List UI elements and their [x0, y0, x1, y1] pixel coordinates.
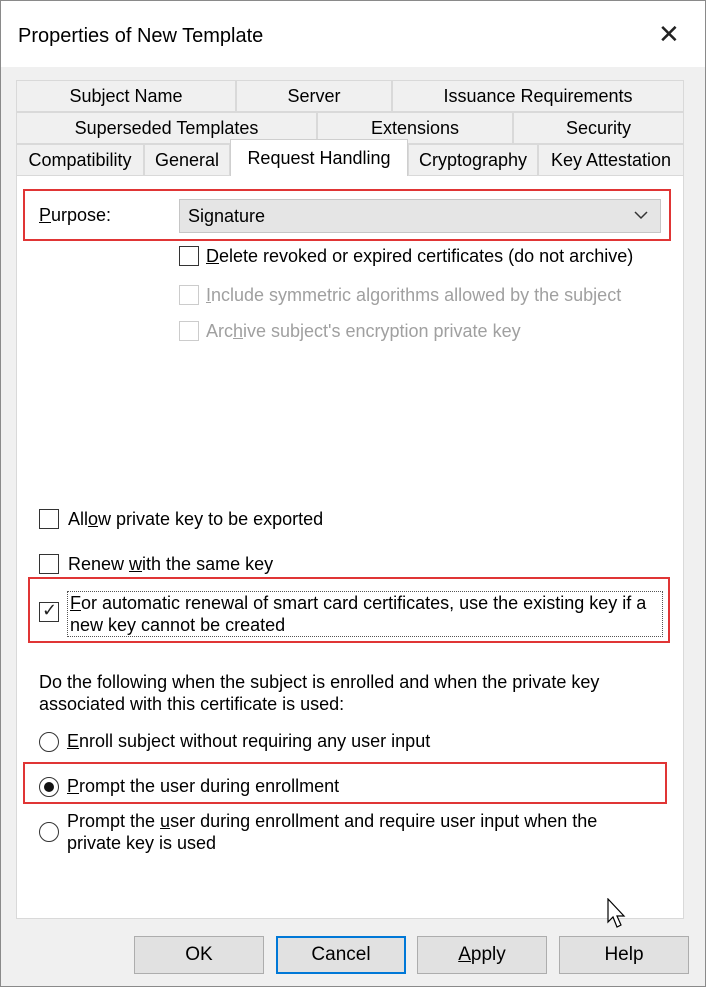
- enrollment-instructions: [39, 671, 599, 715]
- opt3-line2: private key is used: [67, 833, 217, 853]
- enroll-without-input-label: [67, 731, 430, 752]
- apply-accel: A: [458, 944, 471, 965]
- auto-renewal-line2: new key cannot be created: [70, 615, 286, 635]
- auto-renewal-accel: F: [70, 593, 81, 613]
- tab-subject-name[interactable]: Subject Name: [16, 80, 236, 112]
- tab-superseded-templates[interactable]: Superseded Templates: [16, 112, 317, 144]
- highlight-prompt-enrollment: [23, 762, 667, 804]
- opt1-text: nroll subject without requiring any user input: [79, 731, 431, 751]
- cancel-button[interactable]: Cancel: [276, 936, 406, 974]
- allow-export-text: w private key to be exported: [98, 509, 324, 529]
- opt3-text: ser during enrollment and require user input when the: [170, 811, 598, 831]
- renew-same-key-checkbox[interactable]: [39, 554, 59, 574]
- purpose-label-rest: urpose:: [51, 205, 112, 225]
- tab-general[interactable]: General: [144, 144, 230, 176]
- mouse-cursor-icon: [607, 898, 629, 935]
- opt2-accel: P: [67, 776, 80, 796]
- prompt-require-input-radio[interactable]: [39, 822, 59, 842]
- allow-export-label: [68, 509, 323, 530]
- delete-revoked-checkbox[interactable]: [179, 246, 199, 266]
- purpose-value: Signature: [188, 205, 266, 226]
- close-icon[interactable]: ✕: [658, 19, 680, 49]
- title-bar: [1, 1, 705, 67]
- archive-key-pre: Arc: [206, 321, 233, 341]
- enrollment-instruction-line2: associated with this certificate is used:: [39, 694, 345, 714]
- archive-key-label: [206, 321, 521, 342]
- tab-cryptography[interactable]: Cryptography: [408, 144, 538, 176]
- highlight-purpose: [23, 189, 671, 241]
- tab-key-attestation[interactable]: Key Attestation: [538, 144, 684, 176]
- apply-button[interactable]: [417, 936, 547, 974]
- help-button[interactable]: Help: [559, 936, 689, 974]
- window-title: Properties of New Template: [18, 25, 264, 47]
- tab-request-handling[interactable]: Request Handling: [230, 139, 408, 176]
- archive-key-text: ive subject's encryption private key: [243, 321, 521, 341]
- opt3-accel: u: [160, 811, 171, 831]
- opt2-text: rompt the user during enrollment: [79, 776, 340, 796]
- tab-extensions[interactable]: Extensions: [317, 112, 513, 144]
- purpose-label-accel: P: [39, 205, 52, 225]
- tab-server[interactable]: Server: [236, 80, 392, 112]
- checkmark-icon: ✓: [42, 600, 58, 620]
- tab-security[interactable]: Security: [513, 112, 684, 144]
- delete-revoked-accel: D: [206, 246, 219, 266]
- opt3-pre: Prompt the: [67, 811, 161, 831]
- enroll-without-input-radio[interactable]: [39, 732, 59, 752]
- allow-export-accel: o: [88, 509, 99, 529]
- renew-same-accel: w: [129, 554, 143, 574]
- include-symmetric-label: [206, 285, 621, 306]
- allow-export-pre: All: [68, 509, 89, 529]
- archive-key-checkbox[interactable]: [179, 321, 199, 341]
- include-symmetric-checkbox[interactable]: [179, 285, 199, 305]
- renew-same-key-label: [68, 554, 273, 575]
- ok-button[interactable]: OK: [134, 936, 264, 974]
- archive-key-accel: h: [233, 321, 244, 341]
- opt1-accel: E: [67, 731, 80, 751]
- delete-revoked-text: elete revoked or expired certificates (do not archive): [219, 246, 634, 266]
- tab-issuance-requirements[interactable]: Issuance Requirements: [392, 80, 684, 112]
- delete-revoked-label: [206, 246, 633, 267]
- highlight-auto-renewal: [28, 577, 670, 643]
- prompt-require-input-label: [67, 810, 597, 854]
- auto-renewal-line1: or automatic renewal of smart card certificates, use the existing key if a: [81, 593, 647, 613]
- include-symmetric-text: nclude symmetric algorithms allowed by the subject: [211, 285, 622, 305]
- apply-text: pply: [470, 944, 506, 965]
- renew-same-text: ith the same key: [142, 554, 274, 574]
- allow-export-checkbox[interactable]: [39, 509, 59, 529]
- tab-compatibility[interactable]: Compatibility: [16, 144, 144, 176]
- enrollment-instruction-line1: Do the following when the subject is enrolled and when the private key: [39, 672, 600, 692]
- include-symmetric-accel: I: [206, 285, 212, 305]
- renew-same-pre: Renew: [68, 554, 130, 574]
